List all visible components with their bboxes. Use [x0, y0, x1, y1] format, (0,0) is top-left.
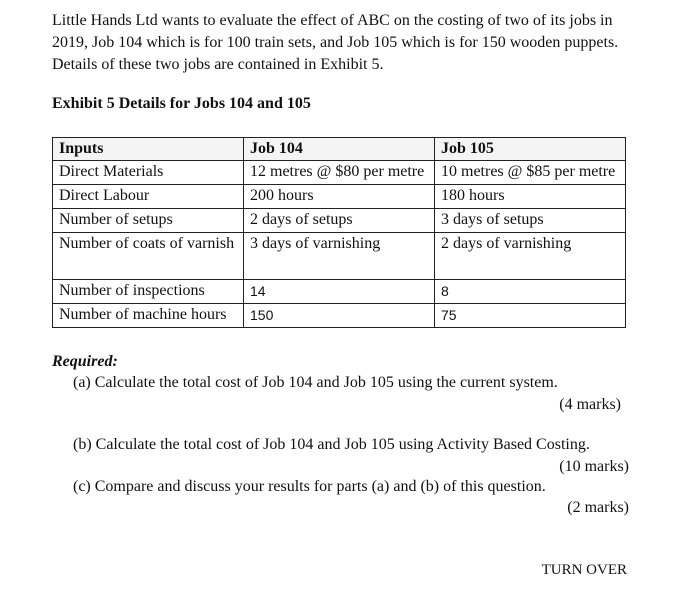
exhibit-title: Exhibit 5 Details for Jobs 104 and 105 — [52, 95, 311, 112]
job-104-value: 150 — [244, 304, 435, 328]
turn-over-label: TURN OVER — [541, 562, 627, 578]
row-label: Direct Materials — [53, 161, 244, 185]
row-label: Direct Labour — [53, 185, 244, 209]
job-105-value: 3 days of setups — [435, 209, 626, 233]
table-row — [53, 161, 626, 185]
row-label: Number of coats of varnish — [53, 233, 244, 280]
header-inputs: Inputs — [53, 138, 244, 161]
job-104-value: 2 days of setups — [244, 209, 435, 233]
table-row — [53, 304, 626, 328]
table-row — [53, 185, 626, 209]
job-104-value: 14 — [244, 280, 435, 304]
job-105-value: 180 hours — [435, 185, 626, 209]
job-105-value: 2 days of varnishing — [435, 233, 626, 280]
row-label: Number of inspections — [53, 280, 244, 304]
question-a: (a) Calculate the total cost of Job 104 and Job 105 using the current system. — [73, 374, 558, 391]
job-105-value: 75 — [435, 304, 626, 328]
row-label: Number of machine hours — [53, 304, 244, 328]
question-c-marks: (2 marks) — [567, 499, 629, 516]
question-a-marks: (4 marks) — [559, 396, 621, 413]
job-104-value: 3 days of varnishing — [244, 233, 435, 280]
table-row — [53, 233, 626, 280]
job-105-value: 8 — [435, 280, 626, 304]
question-b-marks: (10 marks) — [559, 458, 629, 475]
job-105-value: 10 metres @ $85 per metre — [435, 161, 626, 185]
exhibit-table — [52, 137, 626, 328]
job-104-value: 12 metres @ $80 per metre — [244, 161, 435, 185]
header-job-104: Job 104 — [244, 138, 435, 161]
job-104-value: 200 hours — [244, 185, 435, 209]
row-label: Number of setups — [53, 209, 244, 233]
table-header-row — [53, 138, 626, 161]
intro-paragraph: Little Hands Ltd wants to evaluate the effect of ABC on the costing of two of its jobs in 2019, Job 104 which is for 100 train sets, and Job 105 which is for 150 wooden puppets. Details of these two jobs are contained in Exhibit 5. — [52, 12, 619, 73]
table-row — [53, 280, 626, 304]
header-job-105: Job 105 — [435, 138, 626, 161]
question-c: (c) Compare and discuss your results for parts (a) and (b) of this question. — [73, 478, 546, 495]
table-row — [53, 209, 626, 233]
required-heading: Required: — [52, 353, 118, 370]
question-b: (b) Calculate the total cost of Job 104 and Job 105 using Activity Based Costing. — [73, 436, 590, 453]
